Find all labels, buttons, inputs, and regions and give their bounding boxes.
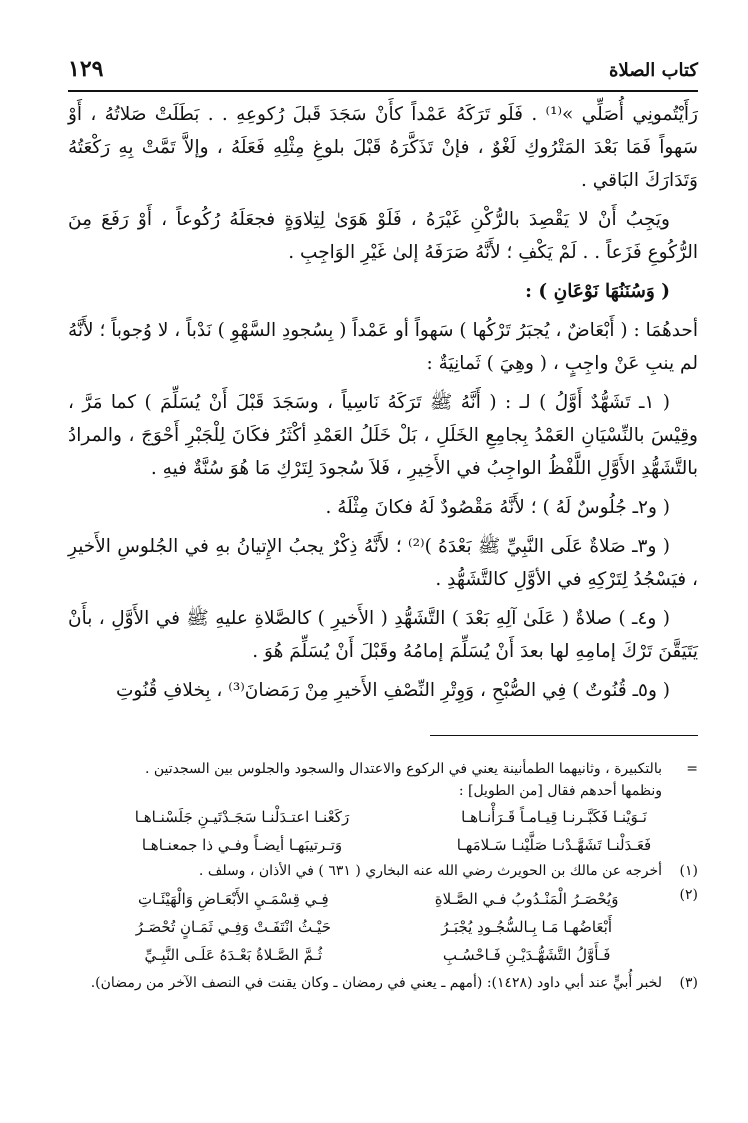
page-number: ١٢٩ bbox=[68, 56, 104, 82]
footnote-rule bbox=[430, 735, 698, 736]
paragraph: ( و٢ـ جُلُوسٌ لَهُ ) ؛ لأَنَّهُ مَقْصُودٌ لَهُ فكانَ مِثْلَهُ . bbox=[325, 497, 670, 518]
hemistich: ثُـمَّ الصَّـلاةُ بَعْـدَهُ عَلَـى النَّبِـيِّ bbox=[144, 946, 323, 964]
footnote-1 bbox=[68, 860, 698, 882]
footnote-3 bbox=[68, 972, 698, 994]
main-text bbox=[68, 98, 698, 713]
footnote-number: (١) bbox=[679, 863, 698, 879]
poem-1 bbox=[68, 804, 698, 858]
verse-line bbox=[98, 914, 662, 940]
footnotes bbox=[68, 758, 698, 996]
poem-2 bbox=[68, 884, 662, 970]
paragraph: ( ١ـ تَشَهُّدٌ أَوَّلُ ) لـ : ( أَنَّهُ ﷺ تَرَكَهُ نَاسِياً ، وسَجَدَ قَبْلَ أَنْ يُسَلِّمَ ) كما مَرَّ ، وقِيْسَ بالنِّسْيَانِ العَمْدُ بِجامِعِ الخَلَلِ ، بَلْ خَلَلُ العَمْدِ أكْثَرُ فكَانَ لِلْجَبْرِ أَحْوَجَ ، والمرادُ بالتَّشَهُّدِ الأَوَّلِ اللَّفْظُ الواجِبُ في الأَخِيرِ ، فَلاَ سُجودَ لِتَرْكِ مَا هُوَ سُنَّةٌ فيهِ . bbox=[68, 392, 698, 479]
footnote-number: (٢) bbox=[679, 887, 698, 903]
paragraph: ( و٣ـ صَلاةٌ عَلَى النَّبِيِّ ﷺ بَعْدَهُ )⁽²⁾ ؛ لأَنَّهُ ذِكْرٌ يجبُ الإِتيانُ بهِ في الجُلوسِ الأَخيرِ ، فيَسْجُدُ لِتَرْكِهِ في الأوَّلِ كالتَّشَهُّدِ . bbox=[68, 536, 698, 590]
hemistich: نَـوَيْنـا فَكَبَّـرنـا قِيـامـاً قَـرَأْنـاهـا bbox=[461, 808, 647, 826]
verse-line bbox=[98, 886, 662, 912]
footnote-number: (٣) bbox=[679, 975, 698, 991]
hemistich: وَتـرتيبَهـا أيضـاً وفـي ذا جمعنـاهـا bbox=[141, 836, 343, 854]
hemistich: رَكَعْنـا اعتـدَلْنـا سَجَـدْتَيـنِ جَلَسْنـاهـا bbox=[134, 808, 350, 826]
running-title: كتاب الصلاة bbox=[609, 60, 698, 81]
hemistich: فَعَـدَلْنـا تَشَهَّـدْنـا صَلَّيْنـا سَـلامَهـا bbox=[456, 836, 652, 854]
paragraph: ويَجِبُ أَنْ لا يَقْصِدَ بالرُّكْنِ غَيْرَهُ ، فَلَوْ هَوَىٰ لِتِلاوَةٍ فجعَلَهُ رُكُوعاً ، أَوْ رَفَعَ مِنَ الرُّكُوعِ فَزَعاً . . لَمْ يَكْفِ ؛ لأَنَّهُ صَرَفَهُ إلىٰ غَيْرِ الوَاجِبِ . bbox=[68, 209, 698, 263]
footnote-text: أخرجه عن مالك بن الحويرث رضي الله عنه البخاري ( ٦٣١ ) في الأذان ، وسلف . bbox=[198, 863, 662, 879]
paragraph: ( و٥ـ قُنُوتٌ ) فِي الصُّبْحِ ، وَوِتْرِ النِّصْفِ الأَخيرِ مِنْ رَمَضانَ⁽³⁾ ، بِخلافِ قُنُوتِ bbox=[115, 680, 670, 701]
footnote-line: ونظمها أحدهم فقال [من الطويل] : bbox=[458, 783, 662, 799]
paragraph: ( و٤ـ ) صلاةٌ ( عَلَىٰ آلِهِ بَعْدَ ) التَّشَهُّدِ ( الأَخيرِ ) كالصَّلاةِ عليهِ ﷺ في الأَوَّلِ ، بأَنْ يَتَيَقَّنَ تَرْكَ إمامِهِ لها بعدَ أَنْ يُسَلِّمَ إمامُهُ وقَبْلَ أَنْ يُسَلِّمَ هُوَ . bbox=[68, 608, 698, 662]
footnote-continuation bbox=[68, 758, 698, 802]
paragraph: رَأَيْتُمونِي أُصَلِّي »⁽¹⁾ . فَلَو تَرَكَهُ عَمْداً كأَنْ سَجَدَ قَبلَ رُكوعِهِ . . بَطَلَتْ صَلاتُهُ ، أَوْ سَهواً فَمَا بَعْدَ المَتْرُوكِ لَغْوٌ ، فإنْ تَذَكَّرَهُ قَبْلَ بلوغِ مِثْلِهِ فَعَلَهُ ، وإلاَّ تَمَّتْ بِهِ رَكْعَتُهُ وَتَدَارَكَ البَاقي . bbox=[68, 104, 698, 191]
continuation-mark: = bbox=[686, 761, 698, 777]
verse-line bbox=[98, 942, 662, 968]
footnote-line: بالتكبيرة ، وثانيهما الطمأنينة يعني في الركوع والاعتدال والسجود والجلوس بين السجدتين . bbox=[144, 761, 662, 777]
section-heading: ( وَسُنَنُهَا نَوْعَانِ ) : bbox=[525, 281, 670, 302]
hemistich: حَيْـثُ انْتَفَـتْ وَفِـي ثَمَـانٍ تُحْصَـرُ bbox=[135, 918, 331, 936]
header-rule bbox=[68, 90, 698, 92]
page-header bbox=[68, 56, 698, 88]
paragraph: أحدهُمَا : ( أَبْعَاضٌ ، يُجبَرُ تَرْكُها ) سَهواً أو عَمْداً ( بِسُجودِ السَّهْوِ ) نَدْباً ، لا وُجوباً ؛ لأَنَّهُ لم ينبِ عَنْ واجِبٍ ، ( وهِيَ ) ثَمانِيَةٌ : bbox=[67, 320, 698, 374]
footnote-text: لخبر أُبيٍّ عند أبي داود (١٤٢٨): (أمهم ـ يعني في رمضان ـ وكان يقنت في النصف الآخر من رمضان). bbox=[90, 975, 662, 991]
hemistich: فَـأَوَّلُ التَّشَهُّـدَيْـنِ فَـاحْسُـبِ bbox=[442, 946, 611, 964]
verse-line bbox=[98, 832, 698, 858]
hemistich: أَبْعَاضُهـا مَـا بِـالسُّجُـودِ يُجْبَـرُ bbox=[441, 918, 612, 936]
hemistich: وَيُحْصَـرُ الْمَنْـدُوبُ فـي الصَّـلاةِ bbox=[434, 890, 619, 908]
verse-line bbox=[98, 804, 698, 830]
footnote-2 bbox=[68, 884, 698, 970]
hemistich: فِـي قِسْمَـيِ الأَبْعَـاضِ وَالْهَيْئَـاتِ bbox=[137, 890, 329, 908]
